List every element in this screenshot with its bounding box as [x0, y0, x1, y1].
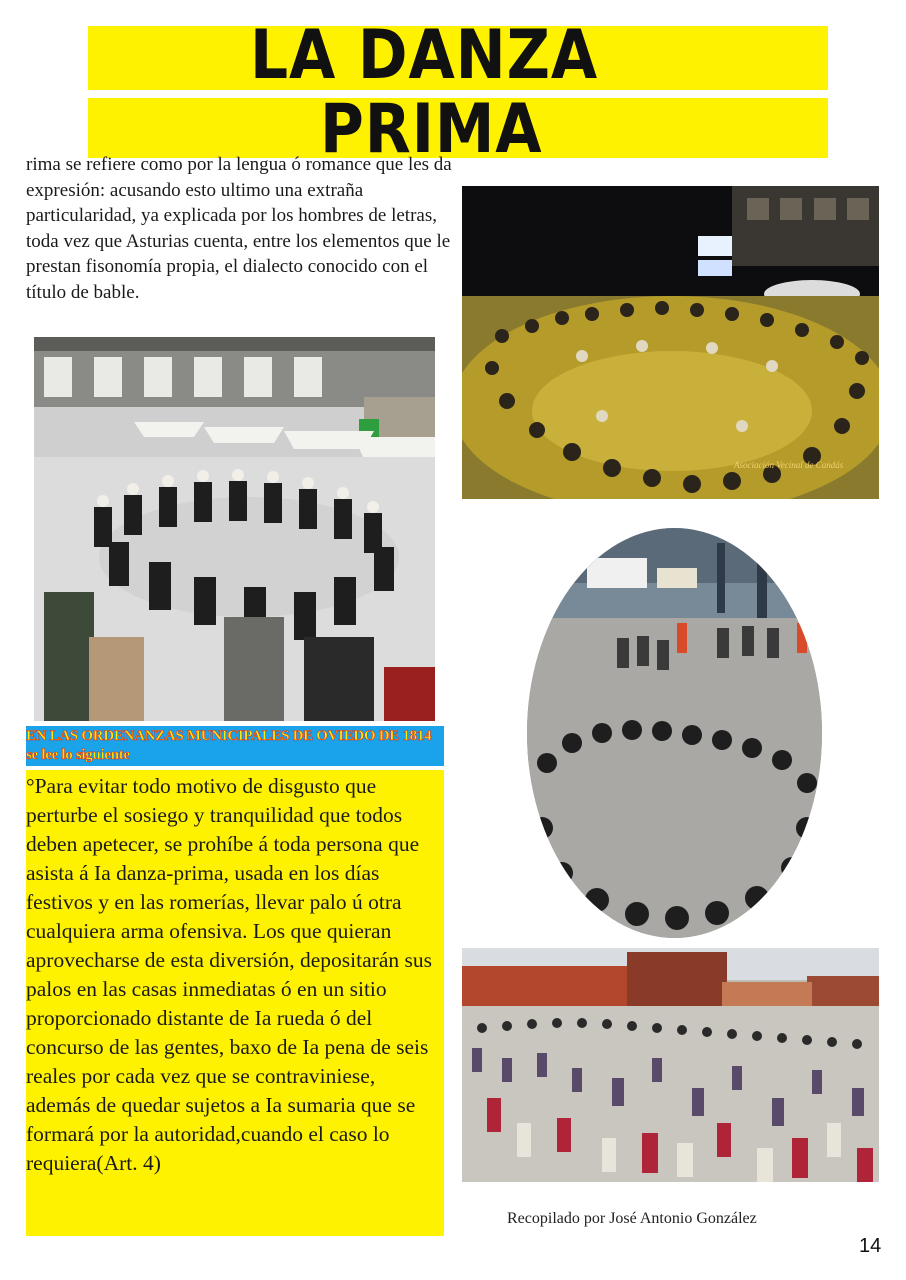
photo-indoor-dance	[34, 337, 435, 721]
photo-watermark: Asociación Vecinal de Candás	[734, 460, 844, 470]
intro-paragraph	[26, 152, 456, 305]
intro-text: rima se refiere como por la lengua ó romance que les da expresión: acusando esto ultimo una extraña particularidad, ya explicada por los hombres de letras, toda vez que Asturias cuenta, entre los elementos que le prestan fisonomía propia, el dialecto conocido con el título de bable.	[26, 154, 452, 303]
photo-night-dance	[462, 186, 879, 499]
author-credit: Recopilado por José Antonio González	[507, 1210, 757, 1227]
photo-crowd-dance	[462, 948, 879, 1182]
page-number: 14	[859, 1235, 882, 1257]
photo-harbor-dance	[527, 528, 822, 938]
ordinance-quote	[26, 770, 444, 1236]
section-subheading: EN LAS ORDENANZAS MUNICIPALES DE OVIEDO DE 1814 se lee lo siguiente	[26, 726, 444, 766]
page-title-line-2: PRIMA	[320, 90, 543, 169]
page-title-line-1: LA DANZA	[250, 16, 599, 95]
ordinance-quote-text: °Para evitar todo motivo de disgusto que perturbe el sosiego y tranquilidad que todos deben apetecer, se prohíbe á toda persona que asista á Ia danza-prima, usada en los días festivos y en las romerías, llevar palo ú otra cualquiera arma ofensiva. Los que quieran aprovecharse de esta diversión, depositarán sus palos en las casas inmediatas ó en un sitio proporcionado distante de Ia rueda ó del concurso de las gentes, baxo de Ia pena de seis reales por cada vez que se contraviniese, además de quedar sujetos a Ia sumaria que se formará por la autoridad,cuando el caso lo requiera(Art. 4)	[26, 774, 432, 1175]
